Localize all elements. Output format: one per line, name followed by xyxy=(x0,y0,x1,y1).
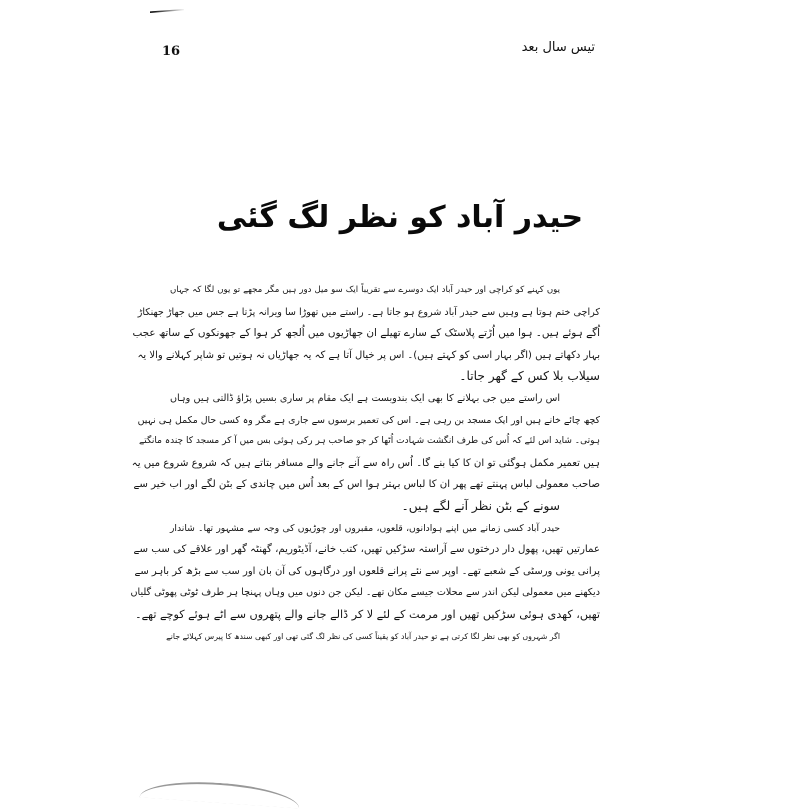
body-text xyxy=(130,280,600,647)
paragraph xyxy=(131,388,600,518)
text-line: ہوتی۔ شاید اس لئے کہ اُس کی طرف انگشت شہادت اُٹھا کر جو صاحب ہر رکی ہوئی بس میں آ کر مسجد کا چندہ مانگتے xyxy=(138,436,600,447)
text-line: سیلاب بلا کس کے گھر جاتا۔ xyxy=(459,369,600,384)
text-line: عمارتیں تھیں، پھول دار درختوں سے آراستہ سڑکیں تھیں، کتب خانے، آڈیٹوریم، گھنٹہ گھر اور علاقے کی سب سے xyxy=(133,544,600,556)
page-number: 16 xyxy=(162,44,181,59)
text-line: اگر شہروں کو بھی نظر لگا کرتی ہے تو حیدر آباد کو یقیناً کسی کی نظر لگ گئی تھی اور کبھی سندھ کا پیرس کہلائے جانے xyxy=(166,631,560,641)
text-line: یوں کہنے کو کراچی اور حیدر آباد ایک دوسرے سے تقریباً ایک سو میل دور ہیں مگر مجھے تو یوں لگا کہ جہاں xyxy=(170,285,560,295)
text-line: سونے کے بٹن نظر آنے لگے ہیں۔ xyxy=(401,498,560,513)
running-head: تیس سال بعد xyxy=(521,40,595,55)
text-line: کچھ چائے خانے ہیں اور ایک مسجد بن رہی ہے۔ اس کی تعمیر برسوں سے جاری ہے مگر وہ کسی حال مکمل ہی نہیں xyxy=(137,414,600,426)
text-line: دیکھنے میں معمولی لیکن اندر سے محلات جیسے مکان تھے۔ لیکن جن دنوں میں وہاں پہنچا ہر طرف ٹوٹی پھوٹی گلیاں xyxy=(130,587,600,599)
paragraph xyxy=(166,626,600,648)
chapter-title: حیدر آباد کو نظر لگ گئی xyxy=(216,200,584,235)
scan-artifact-bottom xyxy=(139,777,300,808)
paragraph xyxy=(132,280,600,388)
scan-artifact-top xyxy=(150,9,184,13)
text-line: ہیں تعمیر مکمل ہوگئی تو ان کا کیا بنے گا۔ اُس راہ سے آنے جانے والے مسافر بتاتے ہیں کہ شروع شروع میں یہ xyxy=(131,457,600,469)
text-line: صاحب معمولی لباس پہنتے تھے پھر ان کا لباس بہتر ہوا اس کے بعد اُس میں چاندی کے بٹن لگے اور اب خیر سے xyxy=(133,479,600,491)
text-line: پرانی یونی ورسٹی کے شعبے تھے۔ اوپر سے نئے پرانے قلعوں اور درگاہوں کی آن بان اور سب سے بڑھ کر باہر سے xyxy=(134,565,600,577)
text-line: اُگے ہوئے ہیں۔ ہوا میں اُڑتے پلاسٹک کے سارے تھیلے ان جھاڑیوں میں اُلجھ کر ہوا کے جھونکوں کے ساتھ عجب xyxy=(132,327,600,340)
text-line: کراچی ختم ہوتا ہے وہیں سے حیدر آباد شروع ہو جاتا ہے۔ راستے میں تھوڑا سا ویرانہ پڑتا ہے جس میں جھاڑ جھنکاڑ xyxy=(137,306,600,318)
text-line: اس راستے میں جی بہلانے کا بھی ایک بندوبست ہے ایک مقام پر ساری بسیں پڑاؤ ڈالتی ہیں وہاں xyxy=(170,392,560,404)
text-line: بہار دکھاتے ہیں (اگر بہار اسی کو کہتے ہیں)۔ اس پر خیال آتا ہے کہ یہ جھاڑیاں نہ ہوتیں تو شاپر کہلانے والا یہ xyxy=(137,349,600,361)
paragraph xyxy=(130,518,600,626)
text-line: تھیں، کھدی ہوئی سڑکیں تھیں اور مرمت کے لئے لا کر ڈالے جانے والے پتھروں سے اٹے ہوئے کوچے تھے۔ xyxy=(135,607,600,621)
text-line: حیدر آباد کسی زمانے میں اپنے ہوادانوں، قلعوں، مقبروں اور چوڑیوں کی وجہ سے مشہور تھا۔ شاندار xyxy=(170,522,560,534)
